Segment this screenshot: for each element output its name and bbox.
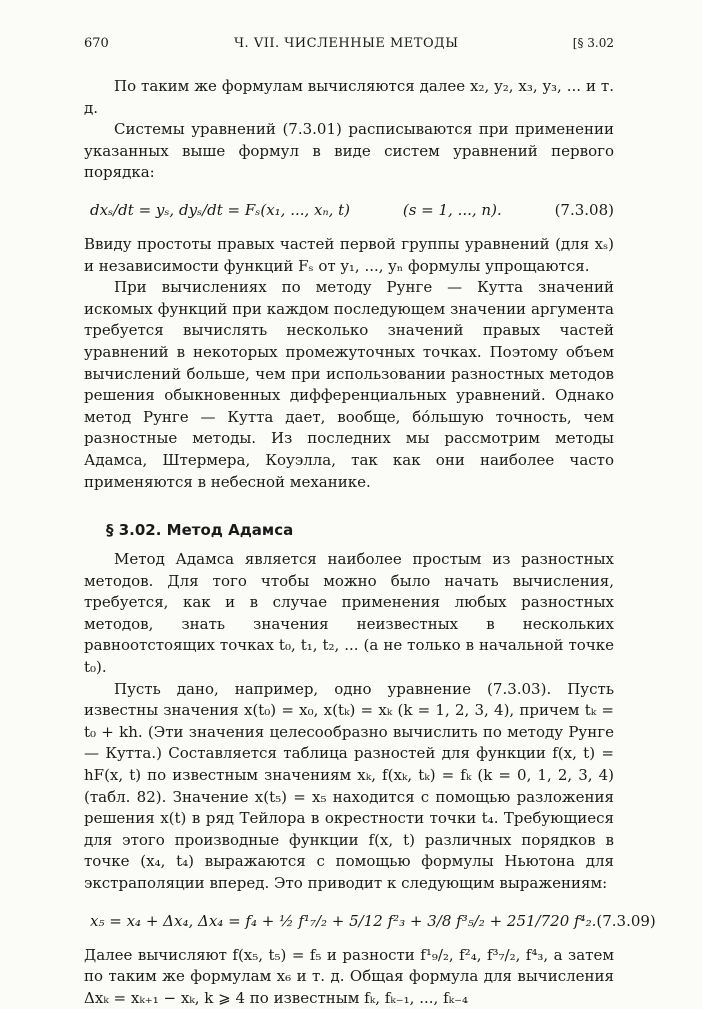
paragraph-6: Пусть дано, например, одно уравнение (7.3.03). Пусть известны значения x(t₀) = x₀, x(tₖ) = xₖ (k = 1, 2, 3, 4), причем tₖ = t₀ + kh. (Эти значения целесообразно вычислить по методу Рунге — Кутта.) Составляется таблица разностей для функции f(x, t) = hF(x, t) по известным значениям xₖ, f(xₖ, tₖ) = fₖ (k = 0, 1, 2, 3, 4) (табл. 82). Значение x(t₅) = x₅ находится с помощью разложения решения x(t) в ряд Тейлора в окрестности точки t₄. Требующиеся для этого производные функции f(x, t) различных порядков в точке (x₄, t₄) выражаются с помощью формулы Ньютона для экстраполяции вперед. Это приводит к следующим выражениям: bbox=[84, 679, 614, 892]
paragraph-5: Метод Адамса является наиболее простым из разностных методов. Для того чтобы можно было начать вычисления, требуется, как и в случае применения любых разностных методов, знать значения неизвестных в нескольких равноотстоящих точках t₀, t₁, t₂, ... (а не только в начальной точке t₀). bbox=[84, 550, 614, 677]
equation-7-3-09-number: (7.3.09) bbox=[596, 911, 656, 930]
paragraph-2: Системы уравнений (7.3.01) расписываются при применении указанных выше формул в виде систем уравнений первого порядка: bbox=[84, 120, 614, 182]
equation-7-3-08-number: (7.3.08) bbox=[554, 200, 614, 219]
page-header bbox=[84, 36, 614, 58]
equation-7-3-08-range: (s = 1, ..., n). bbox=[402, 200, 502, 219]
paragraph-7: Далее вычисляют f(x₅, t₅) = f₅ и разности f¹₉/₂, f²₄, f³₇/₂, f⁴₃, а затем по таким же формулам x₆ и т. д. Общая формула для вычисления Δxₖ = xₖ₊₁ − xₖ, k ⩾ 4 по известным fₖ, fₖ₋₁, ..., fₖ₋₄ bbox=[84, 945, 614, 1007]
page-number: 670 bbox=[84, 36, 109, 51]
equation-7-3-09 bbox=[84, 903, 656, 939]
section-reference: [§ 3.02 bbox=[572, 36, 614, 50]
paragraph-3: Ввиду простоты правых частей первой группы уравнений (для xₛ) и независимости функций Fₛ от y₁, ..., yₙ формулы упрощаются. bbox=[84, 234, 614, 275]
running-title: Ч. VII. ЧИСЛЕННЫЕ МЕТОДЫ bbox=[234, 36, 459, 51]
section-heading: § 3.02. Метод Адамса bbox=[106, 521, 294, 540]
equation-7-3-08 bbox=[84, 192, 614, 228]
equation-7-3-09-expression: x₅ = x₄ + Δx₄, Δx₄ = f₄ + ½ f¹₇/₂ + 5/12 f²₃ + 3/8 f³₅/₂ + 251/720 f⁴₂. bbox=[90, 911, 597, 930]
paragraph-4: При вычислениях по методу Рунге — Кутта значений искомых функций при каждом последующем значении аргумента требуется вычислять несколько значений правых частей уравнений в некоторых промежуточных точках. Поэтому объем вычислений больше, чем при использовании разностных методов решения обыкновенных дифференциальных уравнений. Однако метод Рунге — Кутта дает, вообще, бо́льшую точность, чем разностные методы. Из последних мы рассмотрим методы Адамса, Штермера, Коуэлла, так как они наиболее часто применяются в небесной механике. bbox=[84, 278, 614, 491]
equation-7-3-08-system: dxₛ/dt = yₛ, dyₛ/dt = Fₛ(x₁, ..., xₙ, t) bbox=[90, 200, 351, 219]
paragraph-1: По таким же формулам вычисляются далее x₂, y₂, x₃, y₃, ... и т. д. bbox=[84, 77, 614, 117]
book-page bbox=[84, 36, 656, 1009]
